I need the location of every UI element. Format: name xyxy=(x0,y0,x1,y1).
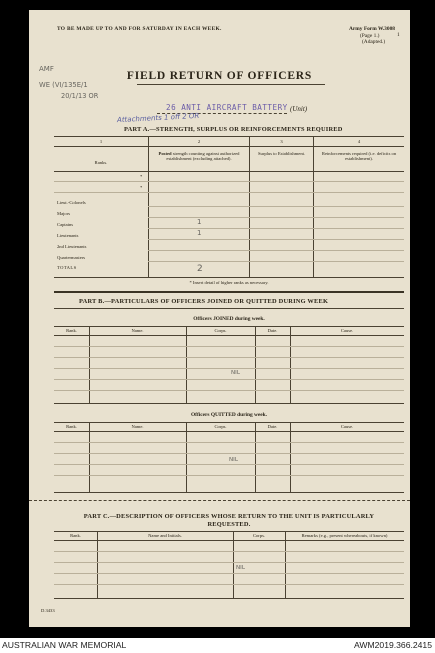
row-rule xyxy=(54,379,404,380)
joined-col-corps: Corps. xyxy=(214,328,227,333)
part-a-bottom-rule xyxy=(54,277,404,278)
form-id: Army Form W.3008 xyxy=(349,26,395,32)
col-number-4: 4 xyxy=(357,139,361,144)
col-number-3: 3 xyxy=(280,139,283,144)
joined-header-rule xyxy=(54,335,404,336)
col-number-rule xyxy=(54,146,404,147)
row-rule xyxy=(54,464,404,465)
joined-nil: NIL xyxy=(231,370,240,376)
quitted-top-rule xyxy=(54,422,404,423)
joined-col-date: Date. xyxy=(267,328,278,333)
quitted-col-cause: Cause. xyxy=(340,424,354,429)
part-b-heading: PART B.—PARTICULARS OF OFFICERS JOINED OR QUITTED DURING WEEK xyxy=(79,298,329,305)
top-note: TO BE MADE UP TO AND FOR SATURDAY IN EACH WEEK. xyxy=(57,26,222,32)
part-c-top-rule xyxy=(54,531,404,532)
joined-top-rule xyxy=(54,326,404,327)
asterisk-row-2: * xyxy=(140,185,143,190)
row-rule xyxy=(54,368,404,369)
col-number-1: 1 xyxy=(99,139,103,144)
part-c-col-name: Name and Initials. xyxy=(148,533,182,538)
row-rule xyxy=(54,573,404,574)
quitted-divider xyxy=(255,422,256,492)
row-rule xyxy=(148,239,404,240)
quitted-divider xyxy=(290,422,291,492)
archive-footer xyxy=(0,638,435,653)
quitted-col-rank: Rank. xyxy=(66,424,77,429)
part-c-heading-line2: REQUESTED. xyxy=(207,521,251,528)
rank-2nd-lieutenants: 2nd Lieutenants xyxy=(57,244,87,249)
joined-divider xyxy=(255,326,256,403)
form-title: FIELD RETURN OF OFFICERS xyxy=(126,70,313,82)
joined-divider xyxy=(186,326,187,403)
quitted-col-name: Name. xyxy=(131,424,144,429)
unit-label: (Unit) xyxy=(290,105,308,113)
title-underline xyxy=(137,84,325,85)
form-sheet xyxy=(29,10,410,627)
col4-header: Reinforcements required (i.e. deficits on establishment). xyxy=(321,151,397,162)
rank-lieut-colonels: Lieut.-Colonels xyxy=(57,200,86,205)
footer-institution: AUSTRALIAN WAR MEMORIAL xyxy=(2,640,127,650)
part-c-heading-line1: PART C.—DESCRIPTION OF OFFICERS WHOSE RETURN TO THE UNIT IS PARTICULARLY xyxy=(83,513,375,520)
joined-divider xyxy=(89,326,90,403)
row-rule xyxy=(54,562,404,563)
header-bottom-rule xyxy=(54,171,404,172)
part-c-col-corps: Corps. xyxy=(252,533,266,538)
col2-header-bold: Posted xyxy=(158,151,172,156)
joined-bottom-rule xyxy=(54,403,404,404)
part-b-top-rule xyxy=(54,308,404,309)
quitted-bottom-rule xyxy=(54,492,404,493)
row-rule xyxy=(54,453,404,454)
part-a-footnote: * Insert detail of higher ranks as necessary. xyxy=(189,280,269,285)
posted-lieutenants: 1 xyxy=(197,229,202,237)
joined-col-cause: Cause. xyxy=(340,328,354,333)
quitted-title: Officers QUITTED during week. xyxy=(190,412,268,418)
quitted-divider xyxy=(186,422,187,492)
row-rule xyxy=(54,181,404,182)
row-rule xyxy=(54,390,404,391)
part-c-divider xyxy=(97,531,98,598)
col2-header xyxy=(153,151,245,162)
perforation-line xyxy=(29,500,410,501)
hand-attachments: Attachments 1 off 2 OR xyxy=(116,111,200,125)
rank-quartermasters: Quartermasters xyxy=(57,255,86,260)
row-rule xyxy=(148,228,404,229)
part-c-divider xyxy=(233,531,234,598)
row-rule xyxy=(148,250,404,251)
part-a-heading: PART A.—STRENGTH, SURPLUS OR REINFORCEMENTS REQUIRED xyxy=(124,126,343,133)
page-mark: 1 xyxy=(397,32,400,38)
form-adapted: (Adapted.) xyxy=(362,39,386,45)
hand-ref-3: 20/1/13 OR xyxy=(61,92,99,100)
row-rule xyxy=(148,261,404,262)
joined-col-name: Name. xyxy=(131,328,144,333)
part-c-col-remarks: Remarks (e.g., present whereabouts, if known) xyxy=(301,533,388,538)
rank-lieutenants: Lieutenants xyxy=(57,233,79,238)
row-rule xyxy=(148,217,404,218)
part-c-bottom-rule xyxy=(54,598,404,599)
rank-captains: Captains xyxy=(57,222,74,227)
col2-header-text: strength counting against authorized establishment (excluding attached). xyxy=(166,151,240,162)
col1-header: Ranks. xyxy=(94,160,108,165)
quitted-divider xyxy=(89,422,90,492)
asterisk-row-1: * xyxy=(140,174,143,179)
row-rule xyxy=(54,442,404,443)
part-c-col-rank: Rank. xyxy=(70,533,81,538)
totals-value: 2 xyxy=(197,264,203,274)
hand-ref-1: AMF xyxy=(39,65,54,73)
part-a-end-rule xyxy=(54,291,404,293)
posted-captains: 1 xyxy=(197,218,202,226)
quitted-nil: NIL xyxy=(229,457,238,463)
joined-title: Officers JOINED during week. xyxy=(193,316,265,322)
col3-header: Surplus to Establishment. xyxy=(257,151,306,156)
row-rule xyxy=(54,475,404,476)
row-rule xyxy=(54,192,404,193)
totals-label: TOTALS xyxy=(57,265,77,270)
row-rule xyxy=(54,584,404,585)
part-c-header-rule xyxy=(54,540,404,541)
hand-ref-2: WE (VI/135E/1 xyxy=(39,81,88,89)
part-c-nil: NIL xyxy=(236,565,245,571)
part-a-top-rule xyxy=(54,136,404,137)
form-page: (Page 1.) xyxy=(360,33,380,39)
row-rule xyxy=(54,357,404,358)
joined-col-rank: Rank. xyxy=(66,328,77,333)
row-rule xyxy=(54,551,404,552)
rank-majors: Majors xyxy=(57,211,71,216)
row-rule xyxy=(148,206,404,207)
part-c-divider xyxy=(285,531,286,598)
footer-accession-number: AWM2019.366.2415 xyxy=(353,640,432,650)
quitted-col-date: Date. xyxy=(267,424,278,429)
quitted-header-rule xyxy=(54,431,404,432)
row-rule xyxy=(54,346,404,347)
col-number-2: 2 xyxy=(197,139,201,144)
quitted-col-corps: Corps. xyxy=(214,424,227,429)
print-code: D.3433 xyxy=(41,608,55,613)
unit-stamp: 26 ANTI AIRCRAFT BATTERY xyxy=(166,103,288,112)
joined-divider xyxy=(290,326,291,403)
